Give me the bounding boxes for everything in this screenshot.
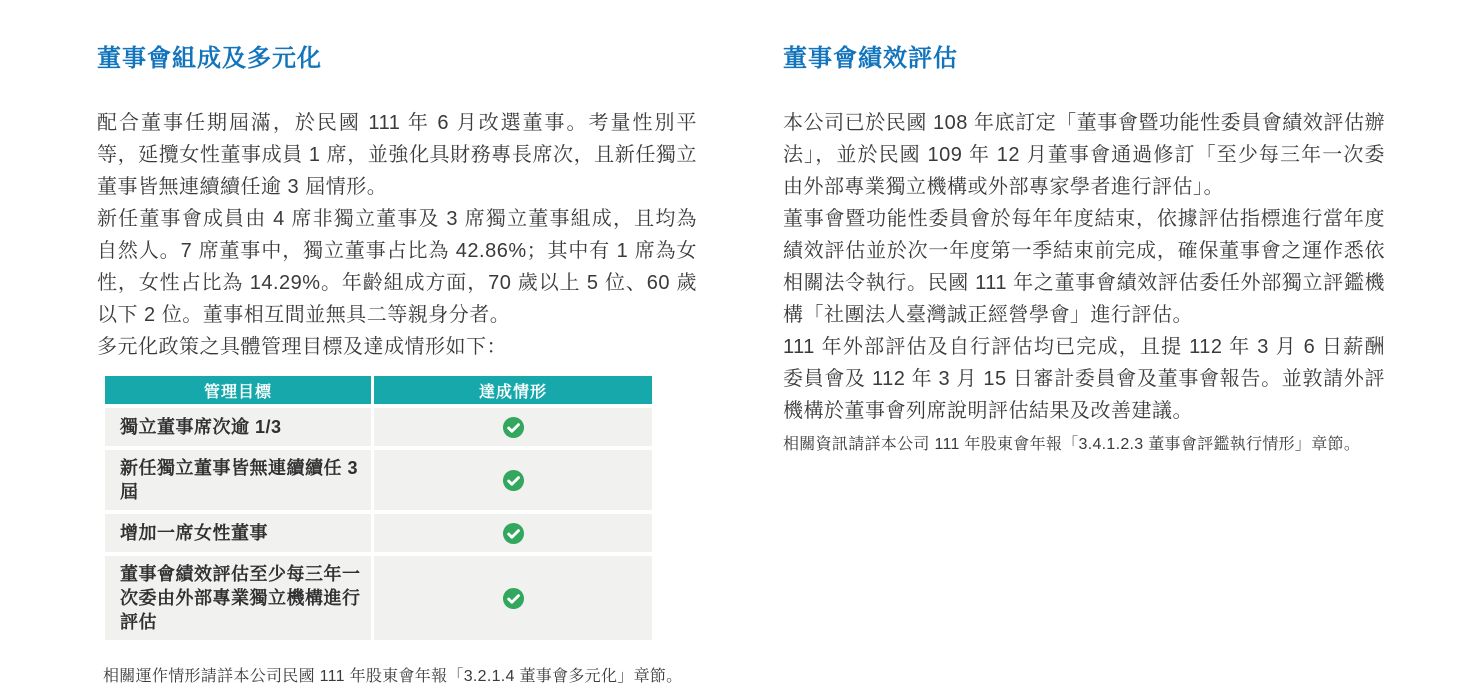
status-cell <box>374 450 652 510</box>
evaluation-paragraph-3: 111 年外部評估及自行評估均已完成，且提 112 年 3 月 6 日薪酬委員會及 112 年 3 月 15 日審計委員會及董事會報告。並敦請外評機構於董事會列席說明評估結果及改善建議。 <box>783 336 1385 422</box>
table-row <box>105 450 652 510</box>
table-header-goal: 管理目標 <box>105 376 371 404</box>
goal-cell: 董事會績效評估至少每三年一次委由外部專業獨立機構進行評估 <box>105 556 371 640</box>
status-cell <box>374 556 652 640</box>
status-cell <box>374 514 652 552</box>
check-circle-icon <box>502 522 525 545</box>
check-circle-icon <box>502 469 525 492</box>
table-row <box>105 514 652 552</box>
diversity-goals-table <box>105 376 652 640</box>
goal-cell: 獨立董事席次逾 1/3 <box>105 408 371 446</box>
section-title-board-composition: 董事會組成及多元化 <box>97 45 322 72</box>
composition-paragraph-3: 多元化政策之具體管理目標及達成情形如下： <box>97 336 507 358</box>
table-row <box>105 556 652 640</box>
table-row <box>105 408 652 446</box>
evaluation-paragraph-2: 董事會暨功能性委員會於每年年度結束，依據評估指標進行當年度績效評估並於次一年度第一季結束前完成，確保董事會之運作悉依相關法令執行。民國 111 年之董事會績效評估委任外部獨立評鑑機構「社團法人臺灣誠正經營學會」進行評估。 <box>783 208 1385 326</box>
composition-paragraph-1: 配合董事任期屆滿，於民國 111 年 6 月改選董事。考量性別平等，延攬女性董事成員 1 席，並強化具財務專長席次，且新任獨立董事皆無連續續任逾 3 屆情形。 <box>97 112 697 198</box>
table-header-row <box>105 376 652 404</box>
composition-paragraph-2: 新任董事會成員由 4 席非獨立董事及 3 席獨立董事組成，且均為自然人。7 席董事中，獨立董事占比為 42.86%；其中有 1 席為女性，女性占比為 14.29%。年齡組成方面，70 歲以上 5 位、60 歲以下 2 位。董事相互間並無具二等親身分者。 <box>97 208 697 326</box>
check-circle-icon <box>502 587 525 610</box>
composition-footnote: 相關運作情形請詳本公司民國 111 年股東會年報「3.2.1.4 董事會多元化」章節。 <box>103 668 683 685</box>
evaluation-paragraph-1: 本公司已於民國 108 年底訂定「董事會暨功能性委員會績效評估辦法」，並於民國 109 年 12 月董事會通過修訂「至少每三年一次委由外部專業獨立機構或外部專家學者進行評估」。 <box>783 112 1385 198</box>
board-evaluation-section <box>783 43 1385 456</box>
table-header-status: 達成情形 <box>374 376 652 404</box>
evaluation-footnote: 相關資訊請詳本公司 111 年股東會年報「3.4.1.2.3 董事會評鑑執行情形」章節。 <box>783 436 1361 453</box>
goal-cell: 增加一席女性董事 <box>105 514 371 552</box>
board-composition-section <box>97 43 697 688</box>
goal-cell: 新任獨立董事皆無連續續任 3 屆 <box>105 450 371 510</box>
section-title-board-evaluation: 董事會績效評估 <box>783 45 958 72</box>
status-cell <box>374 408 652 446</box>
check-circle-icon <box>502 416 525 439</box>
